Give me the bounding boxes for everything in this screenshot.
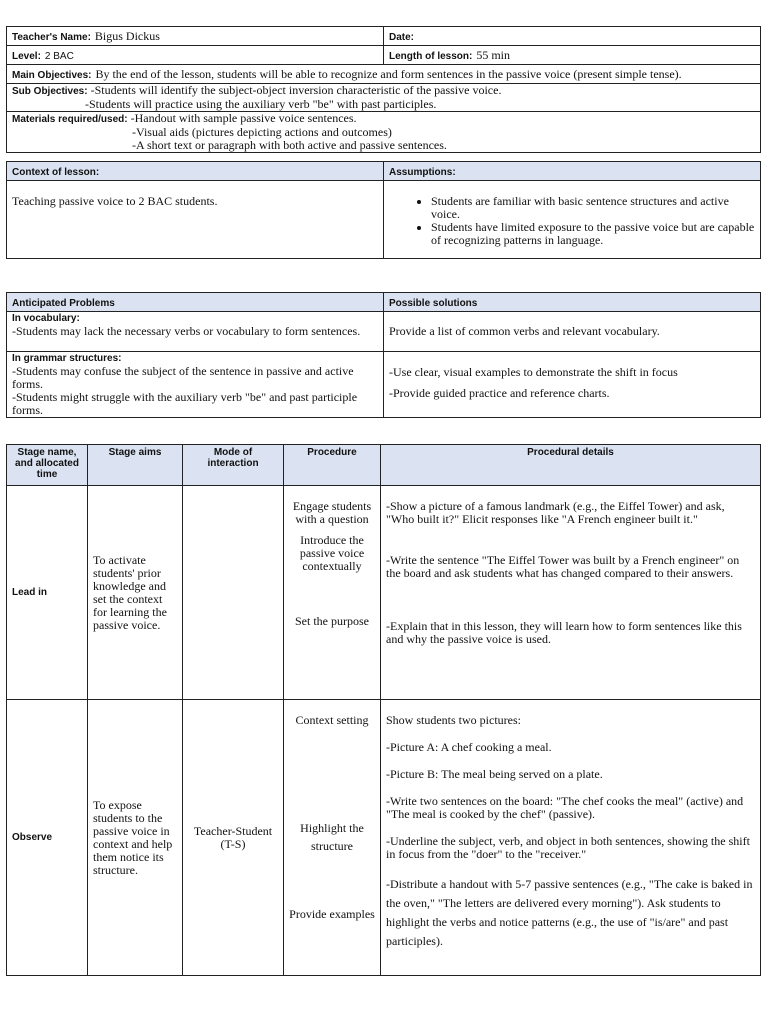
date-label: Date: [389,32,415,43]
solutions-header: Possible solutions [384,293,761,312]
vocab-problem-cell [7,312,384,352]
vocab-label: In vocabulary: [12,313,80,324]
sub-objective-2: -Students will practice using the auxiliary verb "be" with past participles. [85,97,437,111]
assumptions-list [389,195,755,247]
lesson-info-table [6,26,761,153]
stage-name-observe: Observe [7,700,88,976]
context-value: Teaching passive voice to 2 BAC students. [7,181,384,259]
assumptions-list-cell [384,181,761,259]
teacher-name-label: Teacher's Name: [12,32,91,43]
grammar-solution-2: -Provide guided practice and reference charts. [389,386,610,400]
stage-aims-observe: To expose students to the passive voice in context and help them notice its structure. [88,700,183,976]
grammar-solution-cell [384,352,761,418]
length-cell [384,46,761,65]
grammar-solution-1: -Use clear, visual examples to demonstrate the shift in focus [389,365,678,379]
procedure-step: Context setting [295,713,369,727]
detail-item: -Write two sentences on the board: "The chef cooks the meal" (active) and "The meal is cooked by the chef" (passive). [386,794,744,821]
assumption-item: • Students have limited exposure to the passive voice but are capable of recognizing patterns in language. [431,221,755,247]
grammar-label: In grammar structures: [12,353,122,364]
assumptions-header: Assumptions: [384,162,761,181]
stage-procedure-observe [284,700,381,976]
procedure-step: Introduce the passive voice contextually [299,533,365,573]
detail-item: -Underline the subject, verb, and object in both sentences, showing the shift in focus from the "doer" to the "receiver." [386,834,750,861]
grammar-problem-1: -Students may confuse the subject of the sentence in passive and active forms. [12,364,354,391]
detail-item: -Write the sentence "The Eiffel Tower was built by a French engineer" on the board and ask students what has changed compared to their answers. [386,553,740,580]
detail-item: -Picture B: The meal being served on a plate. [386,767,603,781]
material-3: -A short text or paragraph with both active and passive sentences. [132,138,447,152]
assumption-item: • Students are familiar with basic sentence structures and active voice. [431,195,755,221]
col-details-header: Procedural details [381,445,761,486]
stage-mode-lead-in [183,486,284,700]
main-objectives-cell [7,65,761,84]
length-value: 55 min [476,48,511,62]
date-cell [384,27,761,46]
sub-objective-1: -Students will identify the subject-object inversion characteristic of the passive voice. [90,83,502,97]
context-table [6,161,761,259]
procedure-step: Highlight the structure [300,821,364,853]
material-2: -Visual aids (pictures depicting actions and outcomes) [132,125,392,139]
stages-table [6,444,761,976]
col-mode-header: Mode of interaction [183,445,284,486]
stage-details-observe [381,700,761,976]
detail-item: -Show a picture of a famous landmark (e.g., the Eiffel Tower) and ask, "Who built it?" Elicit responses like "A French engineer built it." [386,499,725,526]
stage-details-lead-in [381,486,761,700]
procedure-step: Provide examples [289,907,375,921]
stage-name-lead-in: Lead in [7,486,88,700]
context-header: Context of lesson: [7,162,384,181]
length-label: Length of lesson: [389,51,473,62]
teacher-name-value: Bigus Dickus [94,29,160,43]
teacher-name-cell [7,27,384,46]
stage-aims-lead-in: To activate students' prior knowledge and set the context for learning the passive voice. [88,486,183,700]
material-1: -Handout with sample passive voice sentences. [130,111,357,125]
stage-mode-observe: Teacher-Student (T-S) [183,700,284,976]
level-label: Level: [12,51,41,62]
detail-item: -Explain that in this lesson, they will learn how to form sentences like this and why the passive voice is used. [386,619,742,646]
col-procedure-header: Procedure [284,445,381,486]
sub-objectives-cell [7,84,761,112]
grammar-problem-cell [7,352,384,418]
procedure-step: Engage students with a question [292,499,372,526]
vocab-solution: Provide a list of common verbs and relevant vocabulary. [384,312,761,352]
main-objectives-label: Main Objectives: [12,70,92,81]
procedure-step: Set the purpose [295,614,369,628]
materials-label: Materials required/used: [12,114,128,125]
sub-objectives-label: Sub Objectives: [12,86,88,97]
vocab-problem: -Students may lack the necessary verbs or vocabulary to form sentences. [12,324,361,338]
level-value: 2 BAC [44,51,74,62]
stage-procedure-lead-in [284,486,381,700]
detail-item: -Distribute a handout with 5-7 passive sentences (e.g., "The cake is baked in the oven," "The letters are delivered every morning"). Ask students to highlight the verbs and notice patterns (e.g., the use of "is/are" and past participles). [386,877,753,948]
col-aims-header: Stage aims [88,445,183,486]
grammar-problem-2: -Students might struggle with the auxiliary verb "be" and past participle forms. [12,390,358,417]
problems-table [6,292,761,418]
level-cell [7,46,384,65]
detail-item: Show students two pictures: [386,713,521,727]
detail-item: -Picture A: A chef cooking a meal. [386,740,552,754]
main-objectives-value: By the end of the lesson, students will be able to recognize and form sentences in the passive voice (present simple tense). [95,67,682,81]
anticipated-header: Anticipated Problems [7,293,384,312]
col-stage-header: Stage name, and allocated time [7,445,88,486]
materials-cell [7,112,761,153]
